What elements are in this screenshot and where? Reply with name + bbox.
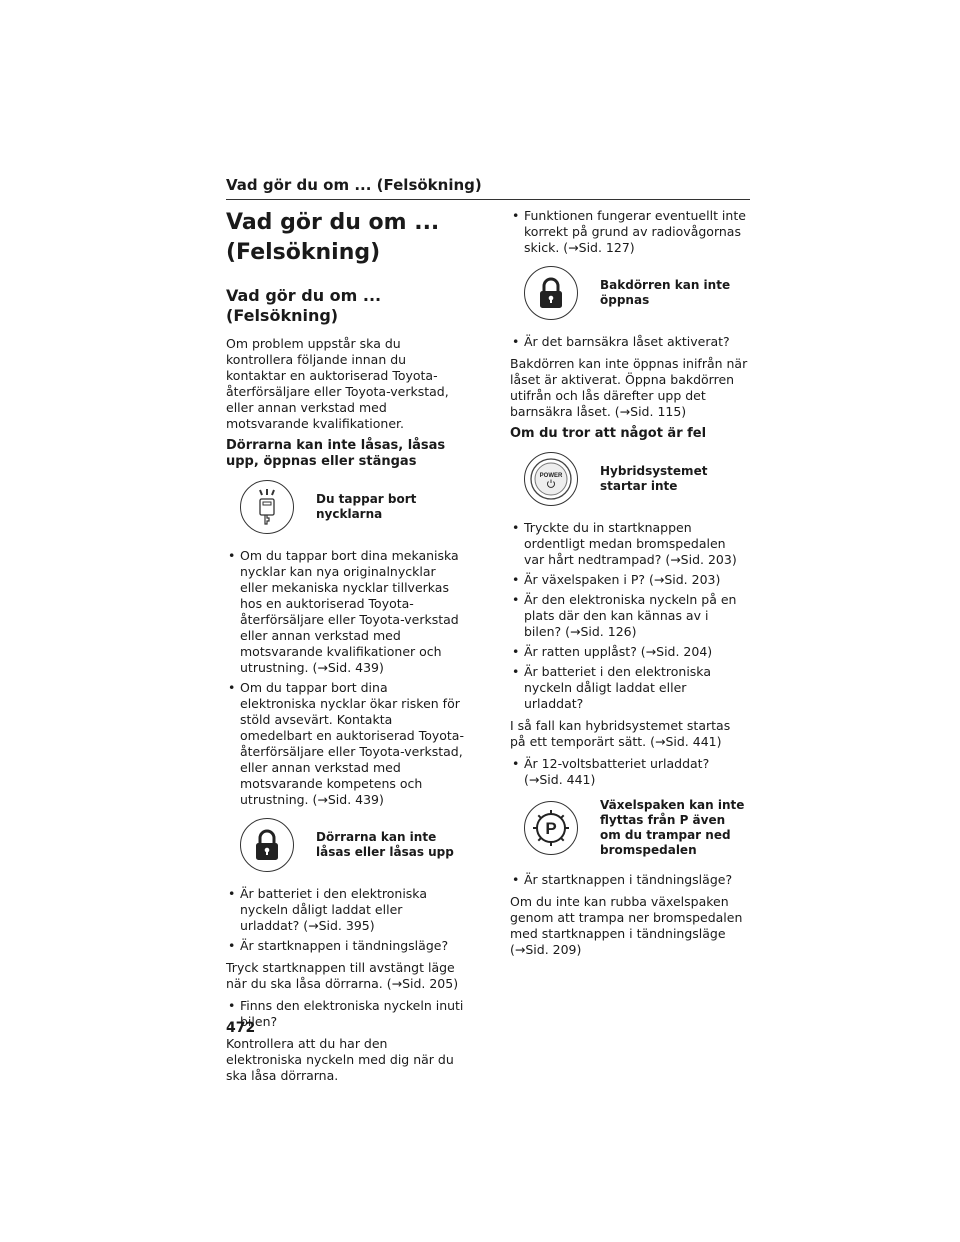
section-subtitle: Vad gör du om ... (Felsökning) [226, 286, 382, 325]
rear-door-item [524, 266, 748, 320]
list-item: • Är växelspaken i P? (→Sid. 203) [510, 572, 748, 588]
right-column [510, 208, 748, 964]
doors-lock-label: Dörrarna kan inte låsas eller låsas upp [316, 830, 454, 859]
page-title: Vad gör du om ... (Felsökning) [226, 210, 440, 265]
battery-list [510, 756, 748, 788]
list-item: • Är 12-voltsbatteriet urladdat? (→Sid. 441) [510, 756, 748, 788]
fault-heading: Om du tror att något är fel [510, 426, 707, 441]
gear-list [510, 872, 748, 888]
paragraph: Kontrollera att du har den elektroniska nyckeln med dig när du ska låsa dörrarna. [226, 1036, 454, 1083]
list-item: • Om du tappar bort dina elektroniska nycklar ökar risken för stöld avsevärt. Kontakta omedelbart en auktoriserad Toyota-återförsäljare eller Toyota-verkstad, eller annan verkstad med motsvarande kompetens och utrustning. (→Sid. 439) [226, 680, 464, 808]
paragraph: I så fall kan hybridsystemet startas på ett temporärt sätt. (→Sid. 441) [510, 718, 731, 749]
gear-icon-letter: P [545, 819, 557, 838]
header-rule [226, 199, 750, 200]
padlock-icon [524, 266, 578, 320]
power-label: Hybridsystemet startar inte [600, 464, 708, 493]
power-item [524, 452, 748, 506]
radio-list [510, 208, 748, 256]
paragraph: Bakdörren kan inte öppnas inifrån när låset är aktiverat. Öppna bakdörren utifrån och lås därefter upp det barnsäkra låset. (→Sid. 115) [510, 356, 748, 419]
list-item: • Är batteriet i den elektroniska nyckeln dåligt laddat eller urladdat? (→Sid. 395) [226, 886, 464, 934]
power-list [510, 520, 748, 712]
doors-heading: Dörrarna kan inte låsas, låsas upp, öppnas eller stängas [226, 438, 446, 469]
list-item: • Är det barnsäkra låset aktiverat? [510, 334, 748, 350]
list-item: • Är startknappen i tändningsläge? [226, 938, 464, 954]
key-icon [240, 480, 294, 534]
list-item: • Finns den elektroniska nyckeln inuti bilen? [226, 998, 464, 1030]
list-item: • Om du tappar bort dina mekaniska nycklar kan nya originalnycklar eller mekaniska nycklar tillverkas hos en auktoriserad Toyota-återförsäljare eller Toyota-verkstad eller annan verkstad med motsvarande kvalifikationer och utrustning. (→Sid. 439) [226, 548, 464, 676]
doors-lock-list [226, 886, 464, 954]
paragraph: Om du inte kan rubba växelspaken genom att trampa ner bromspedalen med startknappen i tändningsläge (→Sid. 209) [510, 894, 743, 957]
lost-keys-list [226, 548, 464, 808]
list-item: • Tryckte du in startknappen ordentligt medan bromspedalen var hårt nedtrampad? (→Sid. 203) [510, 520, 748, 568]
gear-item [524, 798, 748, 858]
list-item: • Är startknappen i tändningsläge? [510, 872, 748, 888]
power-button-icon [524, 452, 578, 506]
lost-keys-label: Du tappar bort nycklarna [316, 492, 417, 521]
key-inside-list [226, 998, 464, 1030]
park-gear-icon [524, 801, 578, 855]
lost-keys-item [240, 480, 464, 534]
running-header: Vad gör du om ... (Felsökning) [226, 176, 482, 194]
doors-lock-item [240, 818, 464, 872]
list-item: • Funktionen fungerar eventuellt inte korrekt på grund av radiovågornas skick. (→Sid. 127) [510, 208, 748, 256]
gear-label: Växelspaken kan inte flyttas från P även om du trampar ned bromspedalen [600, 798, 745, 857]
padlock-icon [240, 818, 294, 872]
paragraph: Tryck startknappen till avstängt läge när du ska låsa dörrarna. (→Sid. 205) [226, 960, 459, 991]
list-item: • Är batteriet i den elektroniska nyckeln dåligt laddat eller urladdat? [510, 664, 748, 712]
list-item: • Är ratten upplåst? (→Sid. 204) [510, 644, 748, 660]
list-item: • Är den elektroniska nyckeln på en plats där den kan kännas av i bilen? (→Sid. 126) [510, 592, 748, 640]
left-column [226, 208, 464, 1090]
rear-door-list [510, 334, 748, 350]
intro-paragraph: Om problem uppstår ska du kontrollera följande innan du kontaktar en auktoriserad Toyota-återförsäljare eller Toyota-verkstad, eller annan verkstad med motsvarande kvalifikationer. [226, 336, 449, 431]
page-number: 472 [226, 1020, 256, 1036]
rear-door-label: Bakdörren kan inte öppnas [600, 278, 731, 307]
power-icon-text: POWER [539, 473, 563, 479]
